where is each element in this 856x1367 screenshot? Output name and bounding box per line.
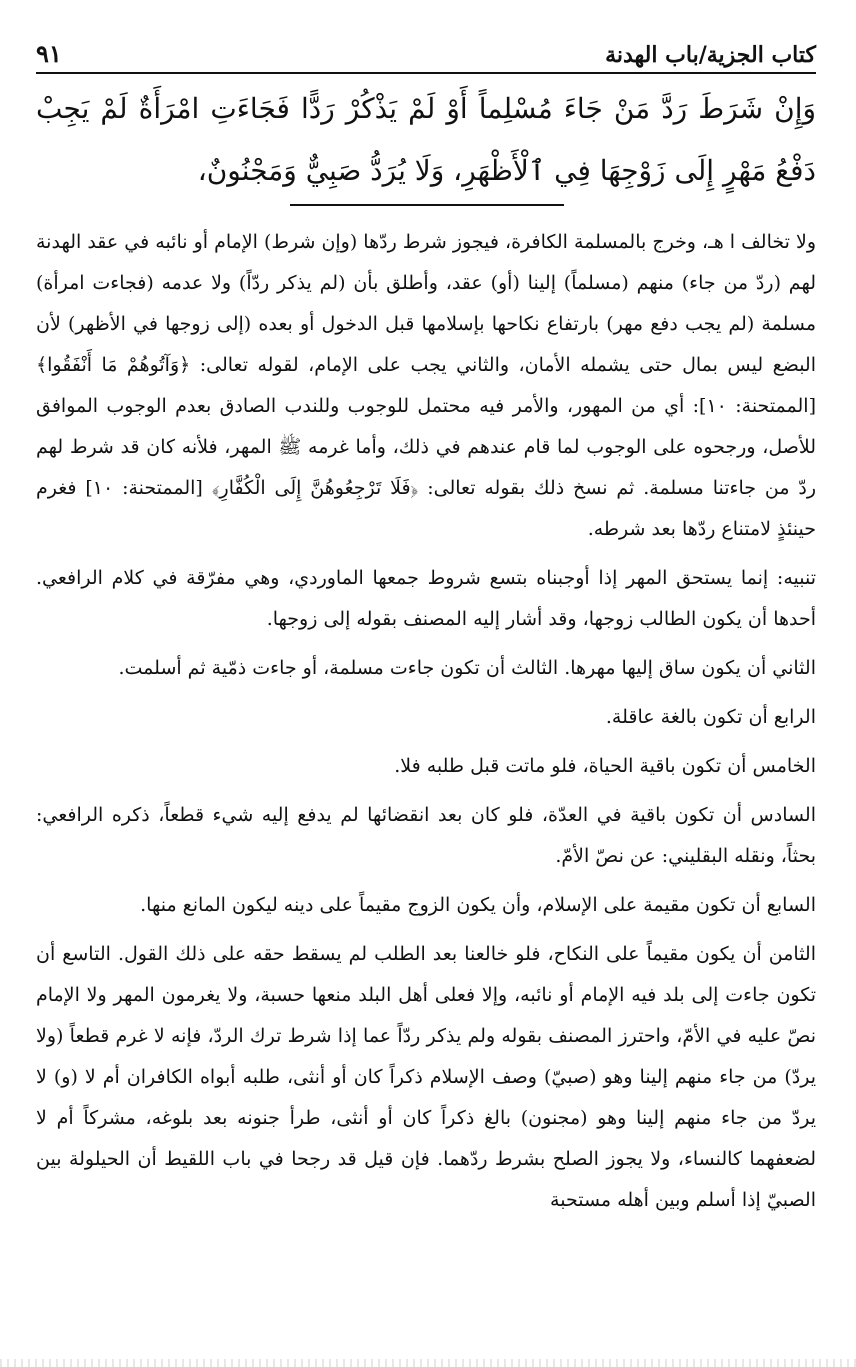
paragraph: الثاني أن يكون ساق إليها مهرها. الثالث أن تكون جاءت مسلمة، أو جاءت ذمّية ثم أسلمت.: [118, 657, 816, 679]
paragraph: السابع أن تكون مقيمة على الإسلام، وأن يكون الزوج مقيماً على دينه ليكون المانع منها.: [140, 894, 816, 916]
paragraph: السادس أن تكون باقية في العدّة، فلو كان بعد انقضائها لم يدفع إليه شيء قطعاً، ذكره الرافعي: بحثاً، ونقله البقليني: عن نصّ الأمّ.: [36, 804, 816, 867]
paragraph: الثامن أن يكون مقيماً على النكاح، فلو خالعنا بعد الطلب لم يسقط حقه على ذلك القول. التاسع أن تكون جاءت إلى بلد فيه الإمام أو نائبه، وإلا فعلى أهل البلد منعها حسبة، ولا يغرمون المهر ولا الإمام نصّ عليه في الأمّ، واحترز المصنف بقوله ولم يذكر ردّاً عما إذا شرط ترك الردّ، فإنه لا غرم قطعاً (ولا يردّ) من جاء منهم إلينا وهو (صبيّ) وصف الإسلام ذكراً كان أو أنثى، طلبه أبواه الكافران أم لا (و) لا يردّ من جاء منهم إلينا وهو (مجنون) بالغ ذكراً كان أو أنثى، طرأ جنونه بعد بلوغه، مشركاً أم لا لضعفهما كالنساء، ولا يجوز الصلح بشرط ردّهما. فإن قيل قد رجحا في باب اللقيط أن الحيلولة بين الصبيّ إذا أسلم وبين أهله مستحبة: [36, 943, 816, 1211]
matn-text: وَإِنْ شَرَطَ رَدَّ مَنْ جَاءَ مُسْلِماً أَوْ لَمْ يَذْكُرْ رَدًّا فَجَاءَتِ امْرَأَةٌ لَمْ يَجِبْ دَفْعُ مَهْرٍ إِلَى زَوْجِهَا فِي ٱلْأَظْهَرِ، وَلَا يُرَدُّ صَبِيٌّ وَمَجْنُونٌ،: [36, 92, 816, 187]
paragraph: ولا تخالف ا هـ، وخرج بالمسلمة الكافرة، فيجوز شرط ردّها (وإن شرط) الإمام أو نائبه في عقد الهدنة لهم (ردّ من جاء) منهم (مسلماً) إلينا (أو) عقد، وأطلق بأن (لم يذكر ردّاً) ولا عدمه (فجاءت امرأة) مسلمة (لم يجب دفع مهر) بارتفاع نكاحها بإسلامها قبل الدخول أو بعده (إلى زوجها في الأظهر) لأن البضع ليس بمال حتى يشمله الأمان، والثاني يجب على الإمام، لقوله تعالى: ﴿وَآتُوهُمْ مَا أَنْفَقُوا﴾ [الممتحنة: ١٠]: أي من المهور، والأمر فيه محتمل للوجوب وللندب الصادق بعدم الوجوب الموافق للأصل، ورجحوه على الوجوب لما قام عندهم في ذلك، وأما غرمه ﷺ المهر، فلأنه كان قد شرط لهم ردّ من جاءتنا مسلمة. ثم نسخ ذلك بقوله تعالى: ﴿فَلَا تَرْجِعُوهُنَّ إِلَى الْكُفَّارِ﴾ [الممتحنة: ١٠] فغرم حينئذٍ لامتناع ردّها بعد شرطه.: [36, 231, 817, 540]
commentary-text: [36, 222, 816, 1229]
paragraph: الرابع أن تكون بالغة عاقلة.: [605, 706, 816, 728]
paragraph: الخامس أن تكون باقية الحياة، فلو ماتت قبل طلبه فلا.: [394, 755, 816, 777]
page-header: [36, 32, 816, 74]
scan-edge: [0, 1359, 856, 1367]
page-number: ٩١: [36, 39, 62, 68]
paragraph: تنبيه: إنما يستحق المهر إذا أوجبناه بتسع شروط جمعها الماوردي، وهي مفرّقة في كلام الرافعي. أحدها أن يكون الطالب زوجها، وقد أشار إليه المصنف بقوله إلى زوجها.: [36, 567, 816, 630]
running-title: كتاب الجزية/باب الهدنة: [605, 42, 816, 68]
separator-line: [290, 204, 564, 206]
